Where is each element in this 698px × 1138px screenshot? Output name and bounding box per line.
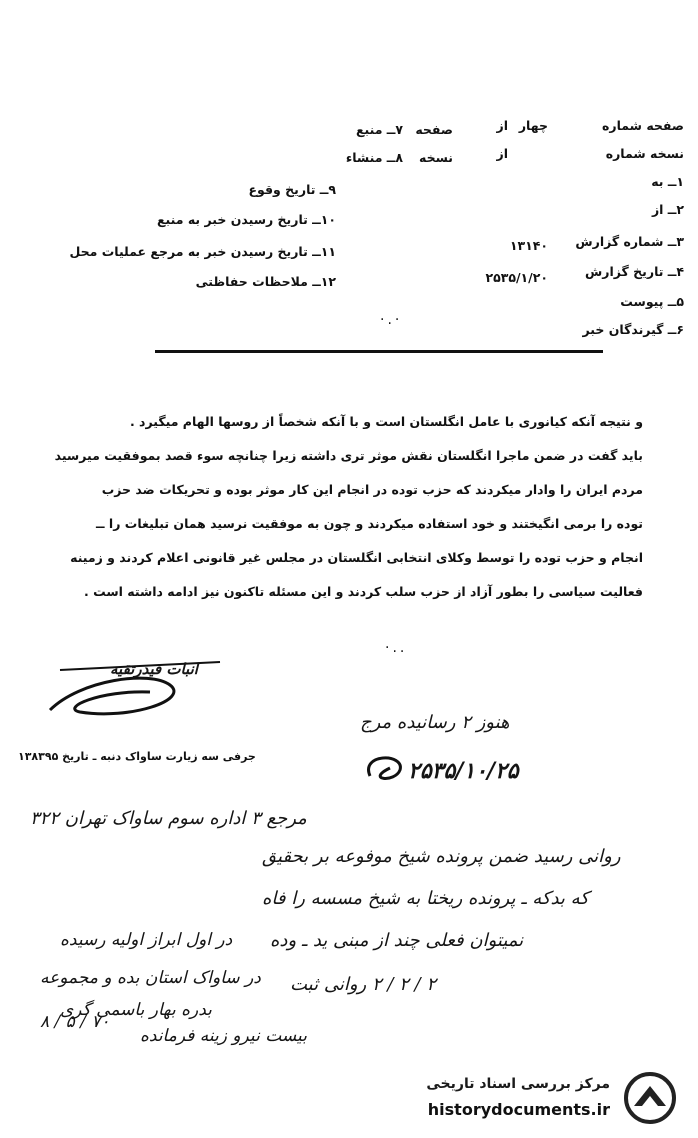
header-page-number: صفحه شماره	[602, 118, 684, 133]
hand-note-1: هنوز ۲ رسانیده مرج	[360, 712, 510, 733]
header-report-date: ۴ــ تاریخ گزارش	[585, 264, 684, 279]
hand-line-e: ۲ / ۲ / ۲ روانی ثبت	[290, 974, 437, 995]
header-recipients: ۶ــ گیرندگان خبر	[582, 322, 684, 337]
body-line-3: مردم ایران را وادار میکردند که حزب توده در انجام این کار موثر بوده و تحریکات ضد حزب	[101, 482, 643, 497]
header-occurrence-date: ۹ــ تاریخ وقوع	[248, 182, 336, 197]
header-report-date-value: ۲۵۳۵/۱/۲۰	[485, 270, 548, 285]
signature-text: انبات قیدرتقیه	[110, 660, 198, 678]
header-page-number-value: چهار	[518, 118, 548, 133]
header-to: ۱ــ به	[651, 174, 684, 189]
watermark	[412, 1068, 688, 1130]
header-from: ۲ــ از	[651, 202, 684, 217]
signature-mark	[40, 640, 240, 730]
hand-left-a: در اول ابراز اولیه رسیده	[60, 930, 233, 950]
body-line-2: باید گفت در ضمن ماجرا انگلستان نقش موثر تری داشته زیرا چنانچه سوء قصد بموفقیت میرسید	[54, 448, 643, 463]
hand-line-b: روانی رسید ضمن پرونده شیخ موفوعه بر بحقیق	[262, 846, 621, 867]
header-report-number-value: ۱۳۱۴۰	[509, 238, 548, 253]
hand-left-b: در ساواک استان بده و مجموعه	[40, 968, 261, 988]
watermark-site: historydocuments.ir	[427, 1100, 610, 1119]
hand-left-d: بیست نیرو زینه فرمانده	[140, 1026, 307, 1046]
hand-line-d: نمیتوان فعلی چند از مبنی ید ـ وده	[270, 930, 524, 951]
header-arrival-to-source: ۱۰ــ تاریخ رسیدن خبر به منبع	[157, 212, 336, 227]
header-source-label: ۷ــ منبع	[355, 122, 403, 137]
header-divider	[155, 350, 603, 353]
body-line-5: انجام و حزب توده را توسط وکلای انتخابی انگلستان در مجلس غیر قانونی اعلام کردند و زمینه	[70, 550, 643, 565]
hand-line-a: مرجع ۳ اداره سوم ساواک تهران ۳۲۲	[30, 808, 307, 829]
hand-line-c: که بدکه ـ پرونده ریختا به شیخ مسسه را فاه	[262, 888, 589, 909]
archive-logo-icon	[620, 1072, 680, 1124]
header-origin-label: ۸ــ منشاء	[345, 150, 403, 165]
header-origin-prefix: نسخه	[418, 150, 453, 165]
header-copy-of: از	[496, 146, 508, 161]
scribble-dots-2: ·..	[385, 640, 408, 656]
hand-left-c: بدره بهار باسمی گری	[60, 1000, 212, 1020]
watermark-title: مرکز بررسی اسناد تاریخی	[426, 1076, 610, 1092]
body-line-4: توده را برمی انگیختند و خود استفاده میکردند و چون به موفقیت نرسید همان تبلیغات را ــ	[96, 516, 643, 531]
hand-date-1: ۲۵۳۵/۱۰/۲۵	[408, 758, 519, 784]
header-security-notes: ۱۲ــ ملاحظات حفاظتی	[195, 274, 336, 289]
body-line-6: فعالیت سیاسی را بطور آزاد از حزب سلب کردند و این مسئله تاکنون نیز ادامه داشته است .	[84, 584, 643, 599]
header-copy-number: نسخه شماره	[605, 146, 684, 161]
marginal-note: جرفی سه زیارت ساواک دنبه ـ تاریخ ۱۳۸۳۹۵	[18, 750, 256, 763]
header-source-prefix: صفحه	[415, 122, 453, 137]
header-report-number: ۳ــ شماره گزارش	[575, 234, 684, 249]
header-attachment: ۵ــ پیوست	[620, 294, 684, 309]
header-arrival-to-ops: ۱۱ــ تاریخ رسیدن خبر به مرجع عملیات محل	[69, 244, 336, 259]
scribble-dots: ·.·	[380, 312, 403, 328]
body-line-1: و نتیجه آنکه کیانوری با عامل انگلستان است و با آنکه شخصاً از روسها الهام میگیرد .	[129, 414, 643, 429]
header-page-of: از	[496, 118, 508, 133]
hand-left-e: ۸ / ۵ / ۷۰	[40, 1012, 110, 1032]
